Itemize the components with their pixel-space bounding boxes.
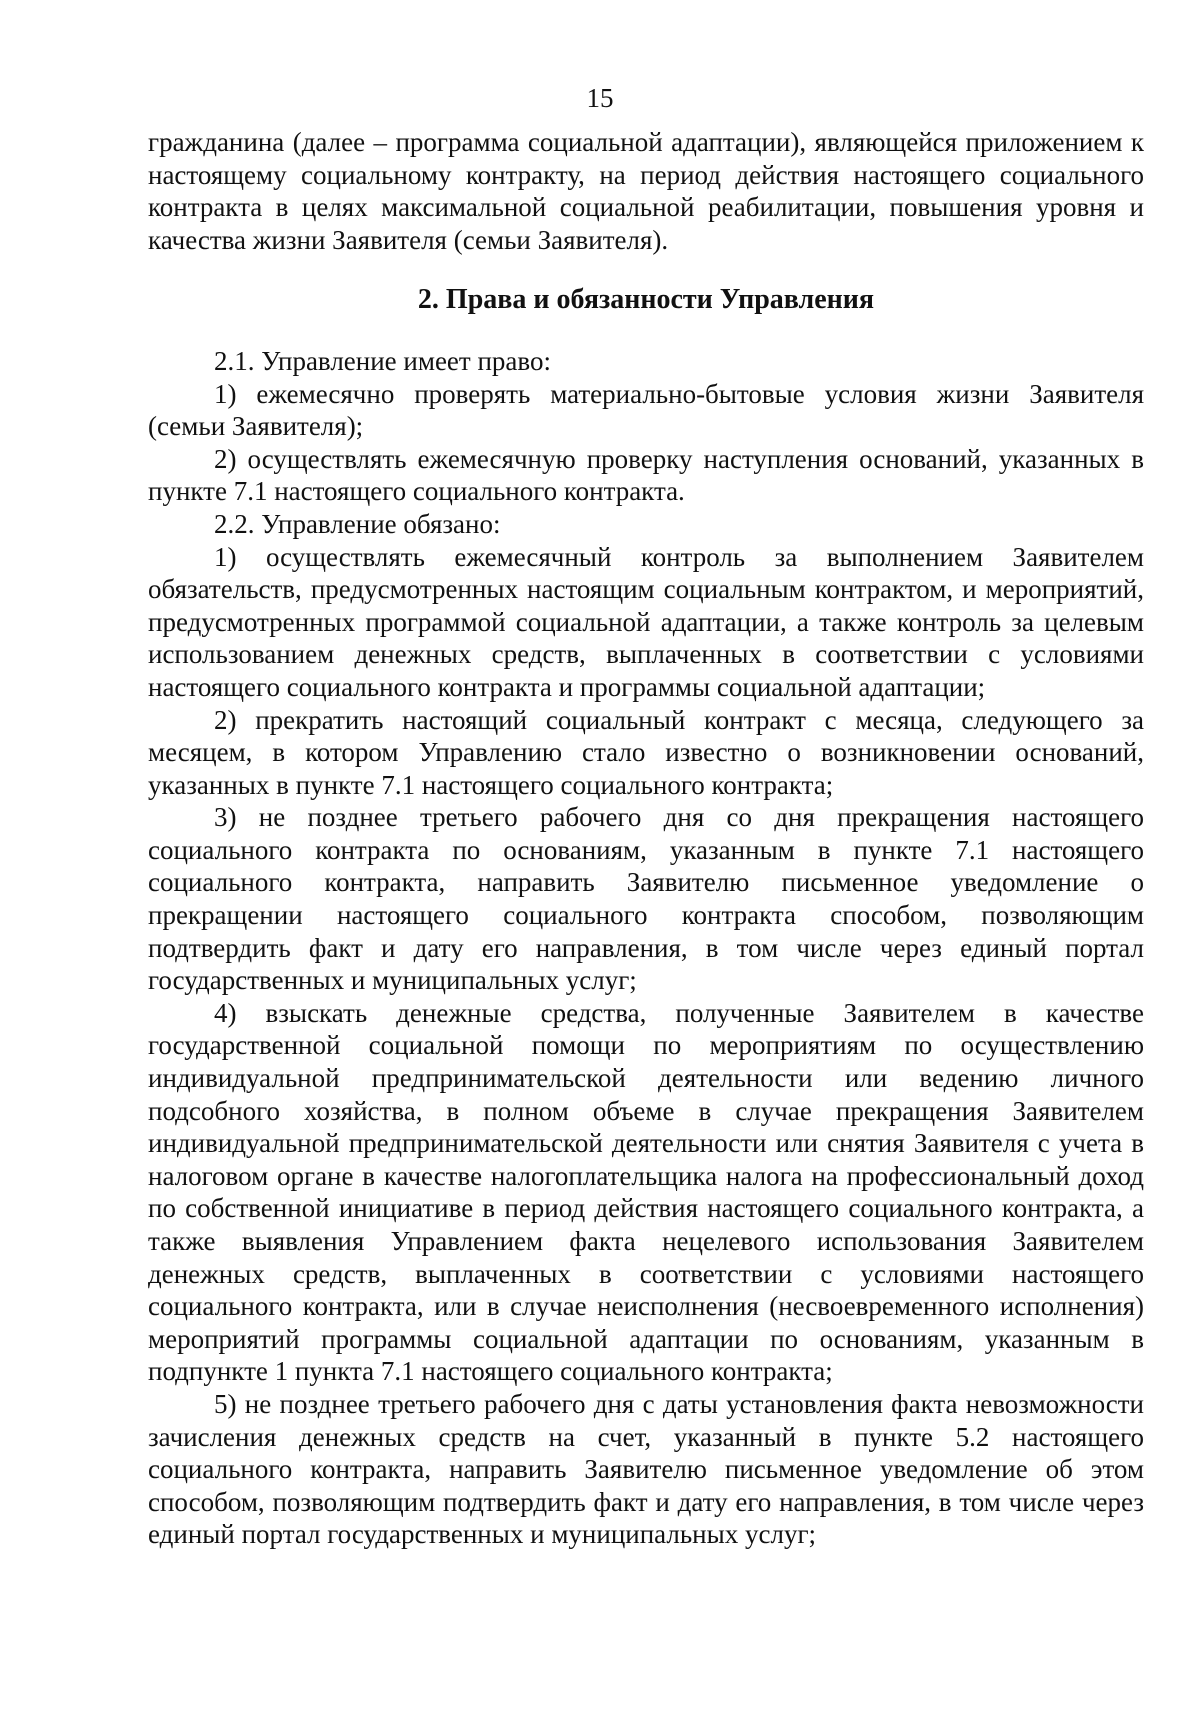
paragraph-continuation: гражданина (далее – программа социальной адаптации), являющейся приложением к настоящему социальному контракту, на период действия настоящего социального контракта в целях максимальной социальной реабилитации, повышения уровня и качества жизни Заявителя (семьи Заявителя). [148,127,1144,255]
paragraph-2-2: 2.2. Управление обязано: [214,508,501,539]
paragraph-2-1: 2.1. Управление имеет право: [214,345,551,376]
paragraph-2-1-item-2: 2) осуществлять ежемесячную проверку наступления оснований, указанных в пункте 7.1 настоящего социального контракта. [148,443,1144,507]
paragraph-2-2-item-3: 3) не позднее третьего рабочего дня со дня прекращения настоящего социального контракта по основаниям, указанным в пункте 7.1 настоящего социального контракта, направить Заявителю письменное уведомление о прекращении настоящего социального контракта способом, позволяющим подтвердить факт и дату его направления, в том числе через единый портал государственных и муниципальных услуг; [148,802,1144,996]
paragraph-2-2-item-2: 2) прекратить настоящий социальный контракт с месяца, следующего за месяцем, в котором Управлению стало известно о возникновении оснований, указанных в пункте 7.1 настоящего социального контракта; [148,704,1144,800]
paragraph-2-2-item-1: 1) осуществлять ежемесячный контроль за выполнением Заявителем обязательств, предусмотренных настоящим социальным контрактом, и мероприятий, предусмотренных программой социальной адаптации, а также контроль за целевым использованием денежных средств, выплаченных в соответствии с условиями настоящего социального контракта и программы социальной адаптации; [148,541,1144,702]
paragraph-2-2-item-5: 5) не позднее третьего рабочего дня с даты установления факта невозможности зачисления денежных средств на счет, указанный в пункте 5.2 настоящего социального контракта, направить Заявителю письменное уведомление об этом способом, позволяющим подтвердить факт и дату его направления, в том числе через единый портал государственных и муниципальных услуг; [148,1388,1144,1550]
section-heading: 2. Права и обязанности Управления [417,284,875,316]
document-body [148,126,1144,1551]
paragraph-2-1-item-1: 1) ежемесячно проверять материально-бытовые условия жизни Заявителя (семьи Заявителя); [148,378,1144,442]
page-number: 15 [586,83,614,113]
paragraph-2-2-item-4: 4) взыскать денежные средства, полученные Заявителем в качестве государственной социальной помощи по мероприятиям по осуществлению индивидуальной предпринимательской деятельности или ведению личного подсобного хозяйства, в полном объеме в случае прекращения Заявителем индивидуальной предпринимательской деятельности или снятия Заявителя с учета в налоговом органе в качестве налогоплательщика налога на профессиональный доход по собственной инициативе в период действия настоящего социального контракта, а также выявления Управлением факта нецелевого использования Заявителем денежных средств, выплаченных в соответствии с условиями настоящего социального контракта, или в случае неисполнения (несвоевременного исполнения) мероприятий программы социальной адаптации по основаниям, указанным в подпункте 1 пункта 7.1 настоящего социального контракта; [148,997,1144,1387]
